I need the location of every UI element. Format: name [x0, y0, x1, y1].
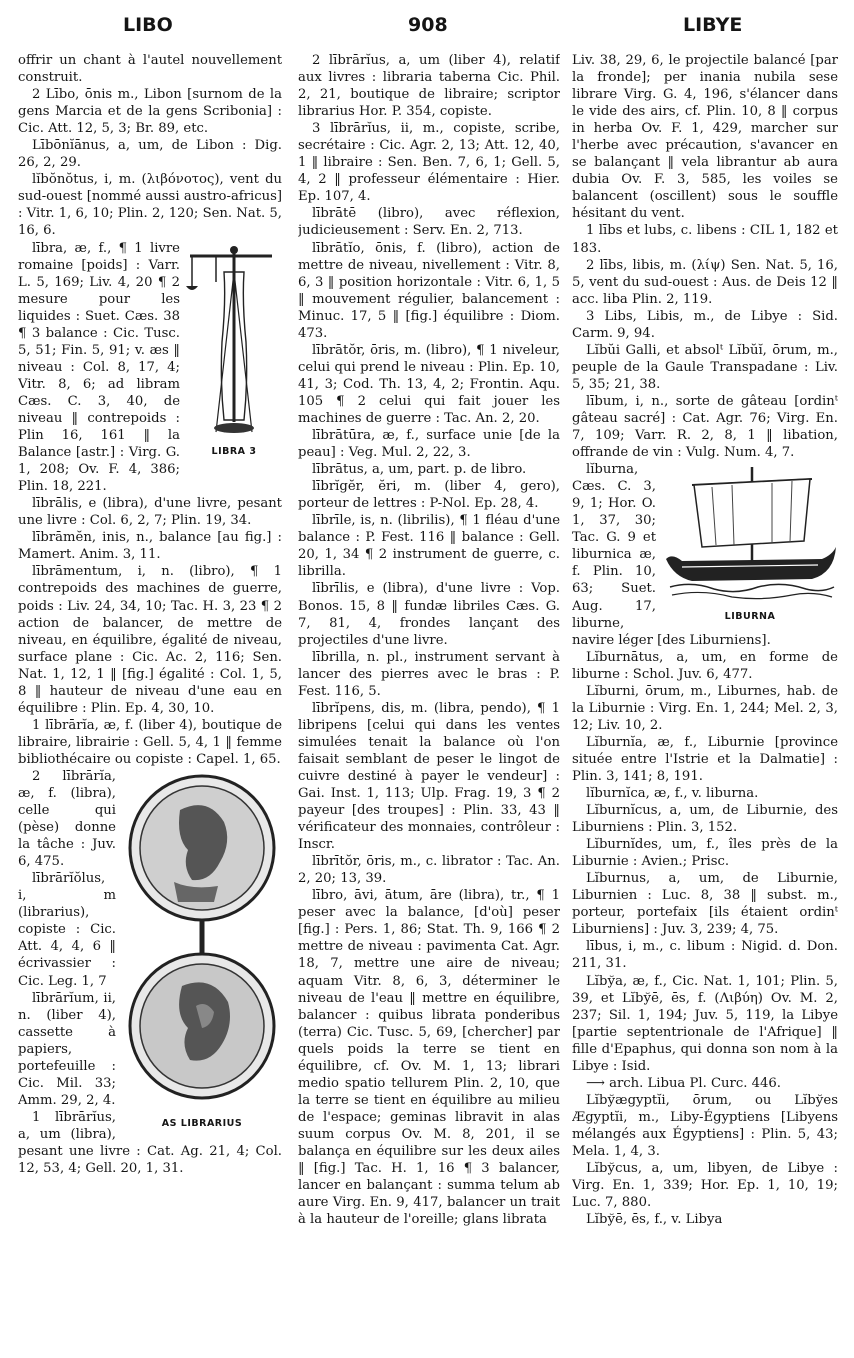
entry-libritor: lībrītŏr, ōris, m., c. librator : Tac. An. 2, 20; 13, 39. — [298, 854, 560, 887]
running-header — [18, 14, 836, 42]
entry-libratus: lībrātus, a, um, part. p. de libro. — [312, 462, 527, 478]
figure-caption-liburna: LIBURNA — [724, 611, 776, 623]
entry-libus: lībus, i, m., c. libum : Nigid. d. Don. 211, 31. — [572, 939, 838, 972]
entry-libro: lībro, āvi, ātum, āre (libra), tr., ¶ 1 peser avec la balance, [d'où] peser [fig.] : Pers. 1, 86; Stat. Th. 9, 166 ¶ 2 mettre de niveau : pavimenta Cat. Agr. 18, 7, mettre une aire de niveau; aquam Vitr. 8, 6, 3, déterminer le niveau de l'eau ‖ mettre en équilibre, balancer : quibus librata ponderibus (terra) Cic. Tusc. 5, 69, [chercher] par quels poids la terre se tient en équilibre, cf. Ov. M. 1, 13; librari medio spatio tellurem Plin. 2, 10, que la terre se tient en équilibre au milieu de l'espace; geminas libravit in alas suum corpus Ov. M. 8, 201, il se balança en équilibre sur les deux ailes ‖ [fig.] Tac. H. 1, 16 ¶ 3 balancer, lancer en balançant : summa telum ab aure Virg. En. 9, 417, balancer un trait à la hauteur de l'oreille; glans librata — [298, 888, 560, 1228]
entry-libs-2: 2 lībs, libis, m. (λίψ) Sen. Nat. 5, 16, 5, vent du sud-ouest : Aus. de Deis 12 ‖ acc. liba Plin. 2, 119. — [572, 257, 838, 307]
entry-libramentum: lībrāmentum, i, n. (libro), ¶ 1 contrepoids des machines de guerre, poids : Liv. 24, 34, 10; Tac. H. 3, 23 ¶ 2 action de balancer, de mettre de niveau, en équilibre, égalité de niveau, surface plane : Cic. Ac. 2, 116; Sen. Nat. 1, 12, 1 ‖ [fig.] égalité : Col. 1, 5, 8 ‖ hauteur de niveau d'une eau en équilibre : Plin. Ep. 4, 30, 10. — [18, 564, 282, 716]
figure-caption-as: AS LIBRARIUS — [161, 1118, 243, 1130]
entry-liburnus: Lĭburnus, a, um, de Liburnie, Liburnien : Luc. 8, 38 ‖ subst. m., porteur, portefaix [ils étaient ordinᵗ Liburniens] : Juv. 3, 239; 4, 75. — [572, 871, 838, 938]
entry-libonianus: Lībōnĭānus, a, um, de Libon : Dig. 26, 2, 29. — [18, 138, 282, 171]
header-left-guideword: LIBO — [123, 14, 173, 36]
entry-libralis: lībrālis, e (libra), d'une livre, pesant une livre : Col. 6, 2, 7; Plin. 19, 34. — [18, 496, 282, 529]
header-right-guideword: LIBYE — [683, 14, 743, 36]
entry-libro-continuation: Liv. 38, 29, 6, le projectile balancé [par la fronde]; per inania nubila sese librare Virg. G. 4, 196, s'élancer dans le vide des airs, cf. Plin. 10, 8 ‖ corpus in herba Ov. F. 1, 429, marcher sur l'herbe avec précaution, s'avancer en se balançant ‖ vela librantur ab aura dubia Ov. F. 3, 585, les voiles se balancent (oscillent) sous le souffle hésitant du vent. — [572, 53, 838, 222]
entry-librile: lībrīle, is, n. (librilis), ¶ 1 fléau d'une balance : P. Fest. 116 ‖ balance : Gell. 20, 1, 34 ¶ 2 instrument de guerre, c. librilla. — [298, 513, 560, 580]
entry-libra: lībra, æ, f., ¶ 1 livre romaine [poids] : Varr. L. 5, 169; Liv. 4, 20 ¶ 2 mesure pour les liquides : Suet. Cæs. 38 ¶ 3 balance : Cic. Tusc. 5, 51; Fin. 5, 91; v. æs ‖ niveau : Col. 8, 17, 4; Vitr. 8, 6; ad libram Cæs. C. 3, 40, de niveau ‖ contrepoids : Plin 16, 161 ‖ la Balance [astr.] : Virg. G. 1, 208; Ov. F. 4, 386; Plin. 18, 221. — [18, 240, 180, 495]
entry-libriger: lībrĭgĕr, ĕri, m. (liber 4, gero), porteur de lettres : P-Nol. Ep. 28, 4. — [298, 479, 560, 512]
balance-scale-icon — [186, 242, 282, 438]
entry-liburnia: Lĭburnĭa, æ, f., Liburnie [province située entre l'Istrie et la Dalmatie] : Plin. 3, 141; 8, 191. — [572, 734, 838, 784]
entry-libratio: lībrātĭo, ōnis, f. (libro), action de mettre de niveau, nivellement : Vitr. 8, 6, 3 ‖ position horizontale : Vitr. 6, 1, 5 ‖ mouvement régulier, balancement : Minuc. 17, 5 ‖ [fig.] équilibre : Diom. 473. — [298, 240, 560, 341]
entry-librarius-1: 1 lībrārĭus, a, um (libra), pesant une livre : Cat. Ag. 21, 4; Col. 12, 53, 4; Gell. 20, 1, 31. — [18, 1109, 282, 1177]
column-3 — [572, 52, 838, 1352]
libra-illustration — [186, 242, 282, 460]
entry-librarium: lībrārĭum, ii, n. (liber 4), cassette à papiers, portefeuille : Cic. Mil. 33; Amm. 29, 2, 4. — [18, 990, 116, 1108]
entry-liburna: lĭburna, Cæs. C. 3, 9, 1; Hor. O. 1, 37, 30; Tac. G. 9 et liburnica æ, f. Plin. 10, 63; Suet. Aug. 17, liburne, navire léger [des Liburniens]. — [572, 462, 771, 648]
entry-libraria-2: 2 lībrārĭa, æ, f. (libra), celle qui (pèse) donne la tâche : Juv. 6, 475. — [18, 768, 116, 870]
entry-libyaegyptii: Lĭbўægyptĭi, ōrum, ou Lĭbўes Ægyptĭi, m., Liby-Égyptiens [Libyens mélangés aux Égyptiens] : Plin. 5, 43; Mela. 1, 4, 3. — [572, 1092, 838, 1159]
entry-libya: Lĭbўa, æ, f., Cic. Nat. 1, 101; Plin. 5, 39, et Lĭbўē, ēs, f. (Λιβύη) Ov. M. 2, 237; Sil. 1, 194; Juv. 5, 119, la Libye [partie septentrionale de l'Afrique] ‖ fille d'Epaphus, qui donna son nom à la Libye : Isid. — [572, 973, 838, 1074]
entry-continuation: offrir un chant à l'autel nouvellement construit. — [18, 53, 282, 86]
entry-libratura: lībrātūra, æ, f., surface unie [de la peau] : Veg. Mul. 2, 22, 3. — [298, 428, 560, 461]
entry-libs-3: 3 Libs, Libis, m., de Libye : Sid. Carm. 9, 94. — [572, 308, 838, 341]
coin-icon — [122, 770, 282, 1110]
figure-caption-libra: LIBRA 3 — [211, 445, 257, 457]
entry-libs-1: 1 lībs et lubs, c. libens : CIL 1, 182 et 183. — [572, 223, 838, 256]
entry-libripens: lībrĭpens, dis, m. (libra, pendo), ¶ 1 libripens [celui qui dans les ventes simulées tenait la balance où l'on faisait semblant de peser le lingot de cuivre destiné à payer le vendeur] : Gai. Inst. 1, 113; Ulp. Frag. 19, 3 ¶ 2 payeur [des troupes] : Plin. 33, 43 ‖ vérificateur des monnaies, contrôleur : Inscr. — [298, 700, 560, 853]
entry-libye: Lĭbўē, ēs, f., v. Libya — [586, 1212, 723, 1228]
entry-libo: 2 Lībo, ōnis m., Libon [surnom de la gens Marcia et de la gens Scribonia] : Cic. Att. 12, 5, 3; Br. 89, etc. — [18, 87, 282, 137]
entry-librator: lībrātŏr, ōris, m. (libro), ¶ 1 niveleur, celui qui prend le niveau : Plin. Ep. 10, 41, 3; Cod. Th. 13, 4, 2; Frontin. Aqu. 105 ¶ 2 celui qui fait jouer les machines de guerre : Tac. An. 2, 20. — [298, 342, 560, 426]
entry-librilis: lībrīlis, e (libra), d'une livre : Vop. Bonos. 15, 8 ‖ fundæ libriles Cæs. G. 7, 81, 4, frondes lançant des projectiles d'une livre. — [298, 581, 560, 648]
entry-liburnatus: Lĭburnātus, a, um, en forme de liburne : Schol. Juv. 6, 477. — [572, 649, 838, 682]
entry-liburnides: Lĭburnĭdes, um, f., îles près de la Liburnie : Avien.; Prisc. — [572, 837, 838, 870]
entry-libramen: lībrāmĕn, inis, n., balance [au fig.] : Mamert. Anim. 3, 11. — [18, 530, 282, 563]
entry-libonotus: lĭbŏnŏtus, i, m. (λιβόνοτος), vent du sud-ouest [nommé aussi austro-africus] : Vitr. 1, 6, 10; Plin. 2, 120; Sen. Nat. 5, 16, 6. — [18, 172, 282, 239]
entry-libum: lībum, i, n., sorte de gâteau [ordinᵗ gâteau sacré] : Cat. Agr. 76; Virg. En. 7, 109; Varr. R. 2, 8, 1 ‖ libation, offrande de vin : Vulg. Num. 4, 7. — [572, 393, 838, 461]
entry-liburni: Lĭburni, ōrum, m., Liburnes, hab. de la Liburnie : Virg. En. 1, 244; Mel. 2, 3, 12; Liv. 10, 2. — [572, 683, 838, 733]
entry-librarius-3: 3 lībrārĭus, ii, m., copiste, scribe, secrétaire : Cic. Agr. 2, 13; Att. 12, 40, 1 ‖ libraire : Sen. Ben. 7, 6, 1; Gell. 5, 4, 2 ‖ professeur élémentaire : Hier. Ep. 107, 4. — [298, 121, 560, 205]
entry-libya-arch: ⟶ arch. Libua Pl. Curc. 446. — [586, 1075, 781, 1091]
entry-libycus: Lĭbўcus, a, um, libyen, de Libye : Virg. En. 1, 339; Hor. Ep. 1, 10, 19; Luc. 7, 880. — [572, 1161, 838, 1211]
liburna-illustration — [662, 463, 838, 625]
entry-librilla: lībrilla, n. pl., instrument servant à lancer des pierres avec le bras : P. Fest. 116, 5. — [298, 649, 560, 699]
as-librarius-illustration — [122, 770, 282, 1132]
entry-liburnicus: Lĭburnĭcus, a, um, de Liburnie, des Liburniens : Plin. 3, 152. — [572, 803, 838, 836]
entry-librariolus: lībrārĭŏlus, i, m (librarius), copiste : Cic. Att. 4, 4, 6 ‖ écrivassier : Cic. Leg. 1, 7 — [18, 871, 116, 989]
ship-icon — [662, 463, 838, 603]
column-1 — [18, 52, 282, 1352]
entry-liburnica: lĭburnĭca, æ, f., v. liburna. — [586, 786, 759, 802]
page-number: 908 — [408, 14, 448, 36]
entry-librarius-2: 2 lībrārĭus, a, um (liber 4), relatif aux livres : libraria taberna Cic. Phil. 2, 21, boutique de libraire; scriptor librarius Hor. P. 354, copiste. — [298, 53, 560, 120]
entry-libraria-1: 1 lībrārĭa, æ, f. (liber 4), boutique de libraire, librairie : Gell. 5, 4, 1 ‖ femme bibliothécaire ou copiste : Capel. 1, 65. — [18, 717, 282, 767]
entry-libui-galli: Lĭbŭi Galli, et absolᵗ Lĭbŭĭ, ōrum, m., peuple de la Gaule Transpadane : Liv. 5, 35; 21, 38. — [572, 342, 838, 392]
entry-librate: lībrātē (libro), avec réflexion, judicieusement : Serv. En. 2, 713. — [298, 206, 560, 239]
column-2 — [298, 52, 560, 1352]
